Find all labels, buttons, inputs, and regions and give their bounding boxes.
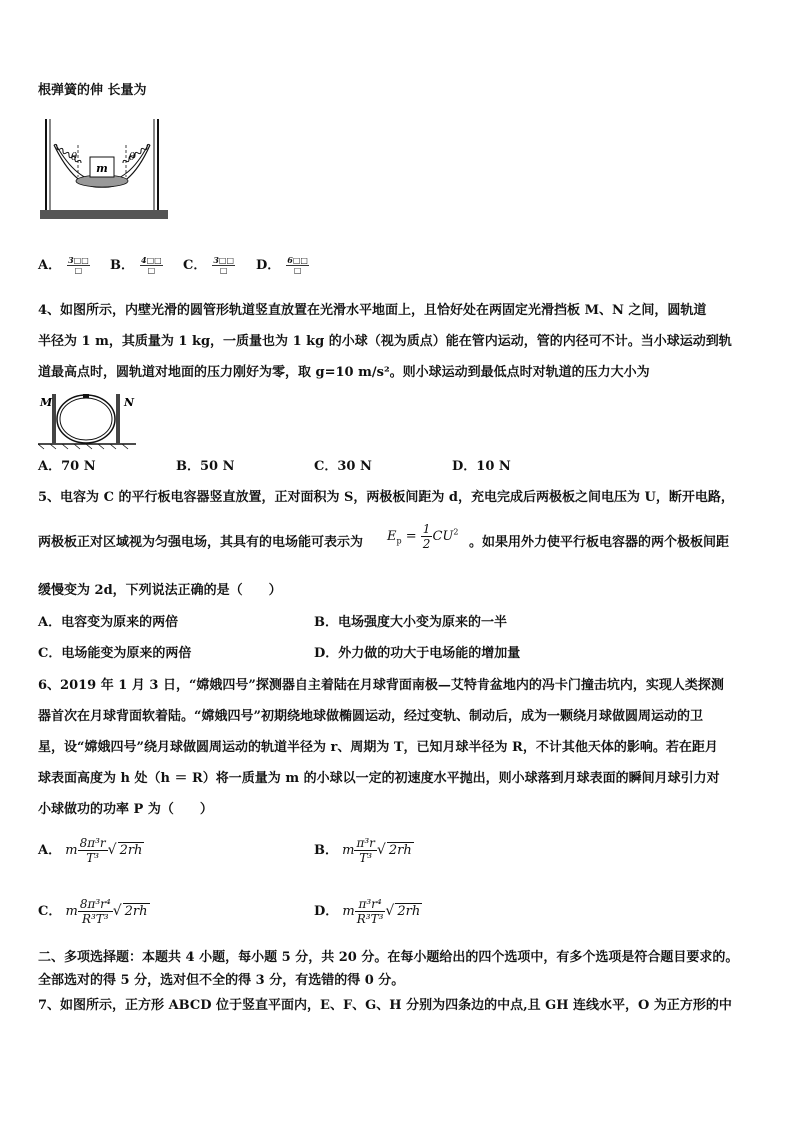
q4-line-2: 半径为 1 m，其质量为 1 kg，一质量也为 1 kg 的小球（视为质点）能在管内运动，管的内径可不计。当小球运动到轨 [38,334,732,349]
theta-left-label: θ [71,152,78,163]
q5-line-3: 缓慢变为 2d，下列说法正确的是（ ） [38,583,282,598]
q6-option-b[interactable]: B． m $\frac{\text{π³r}}{\text{T³}}$ √ 2rh [314,836,412,865]
wall-m-label: M [40,396,53,409]
q3-option-a[interactable]: A． $\frac{3□□}{□}$ [38,255,89,275]
q6-line-1: 6、2019 年 1 月 3 日，“嫦娥四号”探测器自主着陆在月球背面南极—艾特肯盆地内的冯卡门撞击坑内，实现人类探测 [38,678,724,693]
q4-option-b[interactable]: B．50 N [176,459,235,474]
q6-line-3: 星，设“嫦娥四号”绕月球做圆周运动的轨道半径为 r、周期为 T，已知月球半径为 R，不计其他天体的影响。若在距月 [38,740,718,755]
q4-option-d[interactable]: D．10 N [452,459,511,474]
q3-option-b[interactable]: B． $\frac{4□□}{□}$ [110,255,162,275]
q7-line-1: 7、如图所示，正方形 ABCD 位于竖直平面内，E、F、G、H 分别为四条边的中点,且 GH 连线水平，O 为正方形的中 [38,998,732,1013]
mass-label: m [96,162,108,175]
q5-line-2-before: 两极板正对区域视为匀强电场，其具有的电场能可表示为 [38,535,364,550]
q6-line-2: 器首次在月球背面软着陆。“嫦娥四号”初期绕地球做椭圆运动，经过变轨、制动后，成为一颗绕月球做圆周运动的卫 [38,709,703,724]
q5-option-c[interactable]: C．电场能变为原来的两倍 [38,646,192,661]
q5-option-a[interactable]: A．电容变为原来的两倍 [38,615,179,630]
intro-line: 根弹簧的伸 长量为 [38,83,147,98]
q6-option-d[interactable]: D． m $\frac{\text{π³r⁴}}{\text{R³T³}}$ √ 2rh [314,897,421,926]
q6-line-5: 小球做功的功率 P 为（ ） [38,802,213,817]
energy-formula: $E_p$ = $\frac{1}{2}$ $CU^2$ [387,522,459,551]
q3-option-d[interactable]: D． $\frac{6□□}{□}$ [256,255,308,275]
q4-line-3: 道最高点时，圆轨道对地面的压力刚好为零，取 g=10 m/s²。则小球运动到最低点时对轨道的压力大小为 [38,365,650,380]
q6-option-a[interactable]: A． m $\frac{\text{8π³r}}{\text{T³}}$ √ 2rh [38,836,143,865]
q3-option-c[interactable]: C． $\frac{3□□}{□}$ [183,255,235,275]
q5-option-b[interactable]: B．电场强度大小变为原来的一半 [314,615,507,630]
q4-line-1: 4、如图所示，内壁光滑的圆管形轨道竖直放置在光滑水平地面上，且恰好处在两固定光滑挡板 M、N 之间，圆轨道 [38,303,707,318]
tube-track-figure [38,388,138,450]
section-2-line-1: 二、多项选择题：本题共 4 小题，每小题 5 分，共 20 分。在每小题给出的四个选项中，有多个选项是符合题目要求的。 [38,950,739,965]
q4-option-a[interactable]: A．70 N [38,459,96,474]
q5-line-2-after: 。如果用外力使平行板电容器的两个极板间距 [469,535,730,550]
q4-option-c[interactable]: C．30 N [314,459,372,474]
section-2-line-2: 全部选对的得 5 分，选对但不全的得 3 分，有选错的得 0 分。 [38,973,405,988]
q6-line-4: 球表面高度为 h 处（h ＝ R）将一质量为 m 的小球以一定的初速度水平抛出，则小球落到月球表面的瞬间月球引力对 [38,771,720,786]
q5-line-1: 5、电容为 C 的平行板电容器竖直放置，正对面积为 S，两极板间距为 d，充电完成后两极板之间电压为 U，断开电路， [38,490,734,505]
q6-option-c[interactable]: C． m $\frac{\text{8π³r⁴}}{\text{R³T³}}$ √ 2rh [38,897,148,926]
theta-right-label: θ [129,152,136,163]
wall-n-label: N [124,396,135,409]
spring-track-figure [38,115,170,223]
q5-option-d[interactable]: D．外力做的功大于电场能的增加量 [314,646,521,661]
